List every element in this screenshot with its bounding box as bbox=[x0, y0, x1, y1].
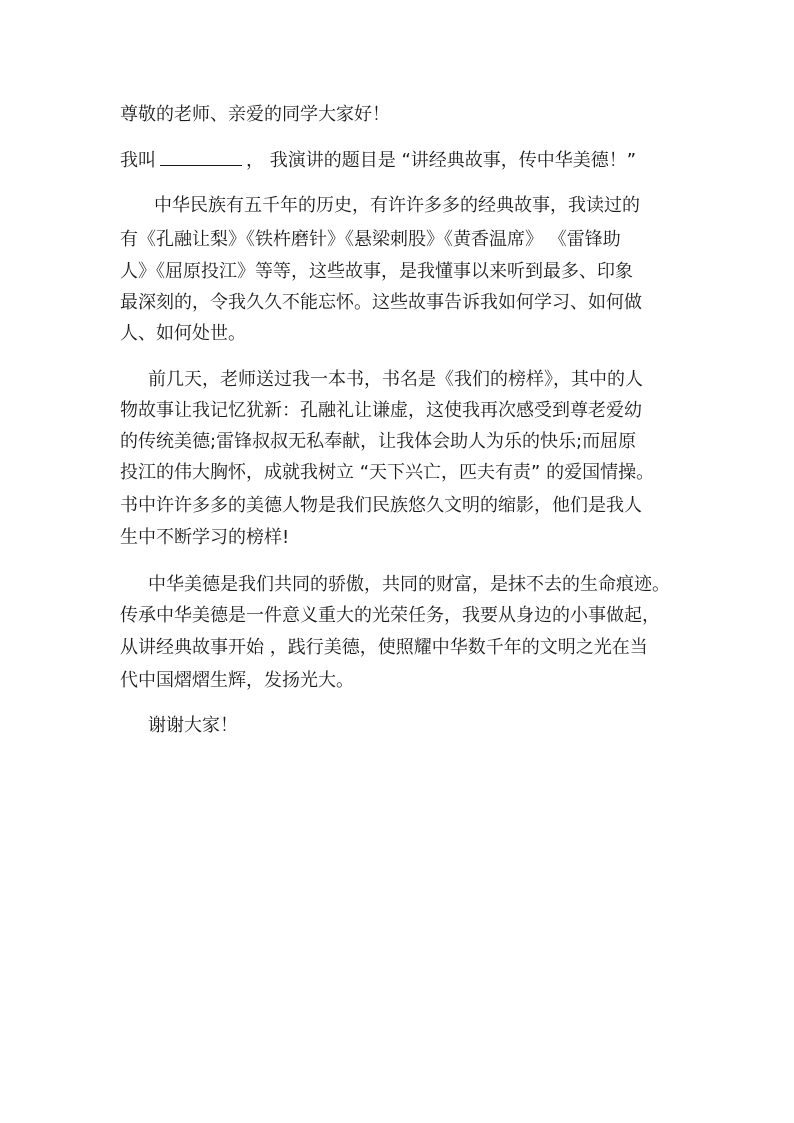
paragraph-2-line-4: 投江的伟大胸怀，成就我树立 “天下兴亡，匹夫有责” 的爱国情操。 bbox=[120, 462, 655, 483]
paragraph-3-line-2: 传承中华美德是一件意义重大的光荣任务，我要从身边的小事做起， bbox=[120, 605, 660, 626]
paragraph-1-line-4: 最深刻的，令我久久不能忘怀。这些故事告诉我如何学习、如何做 bbox=[120, 292, 642, 313]
intro-line bbox=[120, 148, 636, 172]
paragraph-3-line-3: 从讲经典故事开始 ，践行美德，使照耀中华数千年的文明之光在当 bbox=[120, 637, 648, 658]
paragraph-2-line-5: 书中许许多多的美德人物是我们民族悠久文明的缩影，他们是我人 bbox=[120, 495, 642, 516]
paragraph-3-line-4: 代中国熠熠生辉，发扬光大。 bbox=[120, 670, 354, 691]
paragraph-2-line-2: 物故事让我记忆犹新：孔融礼让谦虚，这使我再次感受到尊老爱幼 bbox=[120, 400, 642, 421]
paragraph-1-line-5: 人、如何处世。 bbox=[120, 323, 246, 344]
intro-prefix: 我叫 bbox=[120, 150, 156, 171]
paragraph-1-line-2: 有《孔融让梨》《铁杵磨针》《悬梁刺股》《黄香温席》 《雷锋助 bbox=[120, 229, 621, 250]
paragraph-1-line-3: 人》《屈原投江》等等，这些故事，是我懂事以来听到最多、印象 bbox=[120, 261, 633, 282]
paragraph-3-line-1: 中华美德是我们共同的骄傲，共同的财富，是抹不去的生命痕迹。 bbox=[148, 574, 670, 595]
paragraph-1-line-1: 中华民族有五千年的历史，有许许多多的经典故事，我读过的 bbox=[154, 195, 640, 216]
intro-suffix: ， 我演讲的题目是 “讲经典故事，传中华美德！” bbox=[246, 150, 637, 171]
greeting-line: 尊敬的老师、亲爱的同学大家好！ bbox=[120, 104, 390, 125]
name-blank bbox=[160, 148, 242, 166]
closing-line: 谢谢大家！ bbox=[148, 715, 238, 736]
paragraph-2-line-1: 前几天，老师送过我一本书，书名是《我们的榜样》，其中的人 bbox=[148, 369, 643, 390]
paragraph-2-line-6: 生中不断学习的榜样! bbox=[120, 527, 290, 548]
paragraph-2-line-3: 的传统美德;雷锋叔叔无私奉献，让我体会助人为乐的快乐;而屈原 bbox=[120, 431, 637, 452]
